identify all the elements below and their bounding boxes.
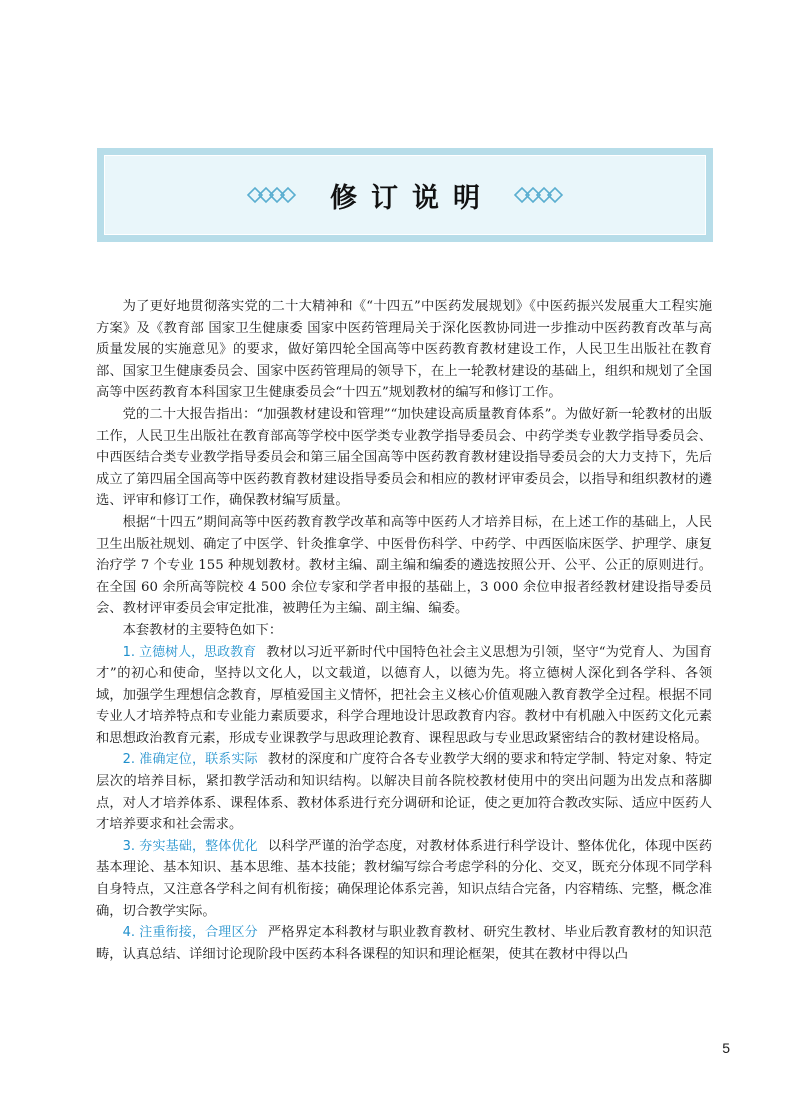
feature-text: 严格界定本科教材与职业教育教材、研究生教材、毕业后教育教材的知识范畴，认真总结、详细讨论现阶段中医药本科各课程的知识和理论框架，使其在教材中得以凸 xyxy=(96,925,712,962)
intro-paragraph-2: 党的二十大报告指出：“加强教材建设和管理”“加快建设高质量教育体系”。为做好新一轮教材的出版工作，人民卫生出版社在教育部高等学校中医学类专业教学指导委员会、中药学类专业教学指导委员会、中西医结合类专业教学指导委员会和第三届全国高等中医药教育教材建设指导委员会的大力支持下，先后成立了第四届全国高等中医药教育教材建设指导委员会和相应的教材评审委员会，以指导和组织教材的遴选、评审和修订工作，确保教材编写质量。 xyxy=(96,406,712,509)
feature-heading: 4. 注重衔接，合理区分 xyxy=(122,925,258,941)
title-banner xyxy=(97,148,713,242)
diamond-ornament-left-icon xyxy=(246,184,302,206)
feature-text: 教材以习近平新时代中国特色社会主义思想为引领，坚守“为党育人、为国育才”的初心和使命，坚持以文化人，以文载道，以德育人，以德为先。将立德树人深化到各学科、各领域，加强学生理想信念教育，厚植爱国主义情怀，把社会主义核心价值观融入教育教学全过程。根据不同专业人才培养特点和专业能力素质要求，科学合理地设计思政教育内容。教材中有机融入中医药文化元素和思想政治教育元素，形成专业课教学与思政理论教育、课程思政与专业思政紧密结合的教材建设格局。 xyxy=(96,644,713,746)
diamond-ornament-right-icon xyxy=(508,184,564,206)
feature-heading: 1. 立德树人，思政教育 xyxy=(122,644,257,660)
feature-item-2 xyxy=(96,749,712,835)
features-intro: 本套教材的主要特色如下： xyxy=(122,622,283,638)
feature-text: 以科学严谨的治学态度，对教材体系进行科学设计、整体优化，体现中医药基本理论、基本知识、基本思维、基本技能；教材编写综合考虑学科的分化、交叉，既充分体现不同学科自身特点，又注意各学科之间有机衔接；确保理论体系完善，知识点结合完备，内容精练、完整，概念准确，切合教学实际。 xyxy=(96,838,712,919)
page-number: 5 xyxy=(722,1040,730,1056)
feature-text: 教材的深度和广度符合各专业教学大纲的要求和特定学制、特定对象、特定层次的培养目标，紧扣教学活动和知识结构。以解决目前各院校教材使用中的突出问题为出发点和落脚点，对人才培养体系、课程体系、教材体系进行充分调研和论证，使之更加符合教改实际、适应中医药人才培养要求和社会需求。 xyxy=(96,752,712,833)
feature-heading: 3. 夯实基础，整体优化 xyxy=(122,838,258,854)
feature-heading: 2. 准确定位，联系实际 xyxy=(122,752,258,768)
intro-paragraph-3: 根据“十四五”期间高等中医药教育教学改革和高等中医药人才培养目标，在上述工作的基础上，人民卫生出版社规划、确定了中医学、针灸推拿学、中医骨伤科学、中药学、中西医临床医学、护理学、康复治疗学 7 个专业 155 种规划教材。教材主编、副主编和编委的遴选按照公开、公平、公正的原则进行。在全国 60 余所高等院校 4 500 余位专家和学者申报的基础上，3 000 余位申报者经教材建设指导委员会、教材评审委员会审定批准，被聘任为主编、副主编、编委。 xyxy=(96,514,712,617)
title-banner-inner xyxy=(104,155,706,235)
feature-item-3 xyxy=(96,836,712,922)
feature-item-4 xyxy=(96,922,712,965)
intro-paragraph-1: 为了更好地贯彻落实党的二十大精神和《“十四五”中医药发展规划》《中医药振兴发展重大工程实施方案》及《教育部 国家卫生健康委 国家中医药管理局关于深化医教协同进一步推动中医药教育改革与高质量发展的实施意见》的要求，做好第四轮全国高等中医药教育教材建设工作，人民卫生出版社在教育部、国家卫生健康委员会、国家中医药管理局的领导下，在上一轮教材建设的基础上，组织和规划了全国高等中医药教育本科国家卫生健康委员会“十四五”规划教材的编写和修订工作。 xyxy=(96,299,712,401)
feature-item-1 xyxy=(96,642,712,750)
page-title: 修订说明 xyxy=(330,182,494,214)
body-text xyxy=(96,296,712,965)
